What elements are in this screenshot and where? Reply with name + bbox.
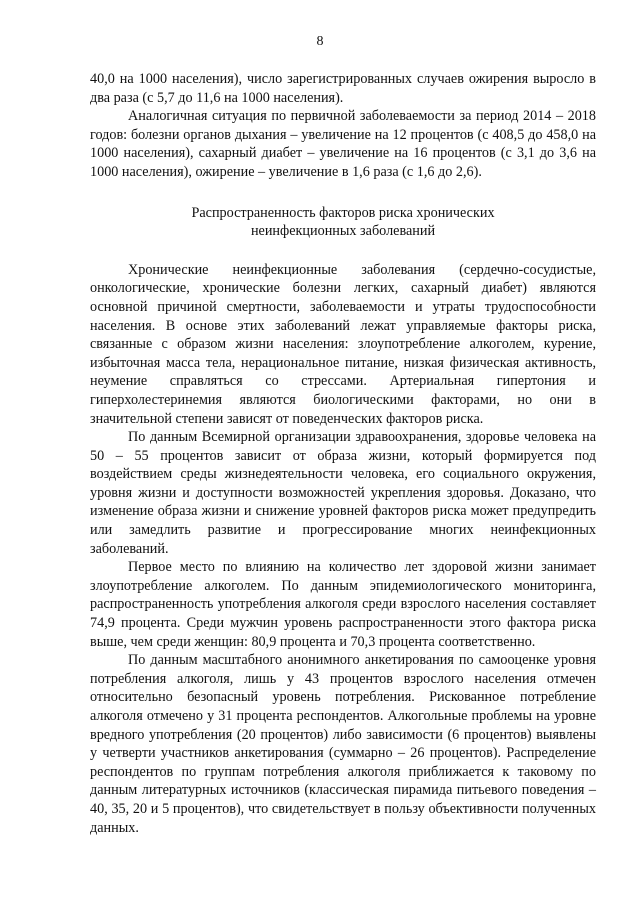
paragraph: Аналогичная ситуация по первичной заболеваемости за период 2014 – 2018 годов: болезни органов дыхания – увеличение на 12 процентов (с 408,5 до 458,0 на 1000 населения), сахарный диабет – увеличение на 16 процентов (с 3,1 до 3,6 на 1000 населения), ожирение – увеличение в 1,6 раза (с 1,6 до 2,6). xyxy=(90,108,596,180)
section-heading-line: Распространенность факторов риска хронических xyxy=(191,204,495,221)
section-heading-line: неинфекционных заболеваний xyxy=(250,223,436,240)
paragraph: Первое место по влиянию на количество лет здоровой жизни занимает злоупотребление алкоголем. По данным эпидемиологического мониторинга, распространенность употребления алкоголя среди взрослого населения составляет 74,9 процента. Среди мужчин уровень распространенности этого фактора риска выше, чем среди женщин: 80,9 процента и 70,3 процента соответственно. xyxy=(90,559,596,650)
paragraph: По данным масштабного анонимного анкетирования по самооценке уровня потребления алкоголя, лишь у 43 процентов взрослого населения отмечен относительно безопасный уровень потребления. Рискованное потребление алкоголя отмечено у 31 процента респондентов. Алкогольные проблемы на уровне вредного употребления (20 процентов) либо зависимости (6 процентов) выявлены у четверти участников анкетирования (суммарно – 26 процентов). Распределение респондентов по группам потребления алкоголя приближается к таковому по данным литературных источников (классическая пирамида питьевого поведения – 40, 35, 20 и 5 процентов), что свидетельствует в пользу объективности полученных данных. xyxy=(90,652,596,836)
document-body xyxy=(90,70,596,837)
page-number: 8 xyxy=(316,34,324,49)
paragraph-continuation: 40,0 на 1000 населения), число зарегистрированных случаев ожирения выросло в два раза (с 5,7 до 11,6 на 1000 населения). xyxy=(90,71,596,106)
section-heading xyxy=(90,204,596,241)
paragraph: Хронические неинфекционные заболевания (сердечно-сосудистые, онкологические, хронические болезни легких, сахарный диабет) являются основной причиной смертности, заболеваемости и утраты трудоспособности населения. В основе этих заболеваний лежат управляемые факторы риска, связанные с образом жизни населения: злоупотребление алкоголем, курение, избыточная масса тела, нерациональное питание, низкая физическая активность, неумение справляться со стрессами. Артериальная гипертония и гиперхолестеринемия являются биологическими факторами, но они в значительной степени зависят от поведенческих факторов риска. xyxy=(90,261,596,427)
paragraph: По данным Всемирной организации здравоохранения, здоровье человека на 50 – 55 процентов зависит от образа жизни, который формируется под воздействием среды жизнедеятельности человека, его социального окружения, уровня жизни и доступности возможностей укрепления здоровья. Доказано, что изменение образа жизни и снижение уровней факторов риска может предупредить или замедлить развитие и прогрессирование многих неинфекционных заболеваний. xyxy=(90,429,596,557)
